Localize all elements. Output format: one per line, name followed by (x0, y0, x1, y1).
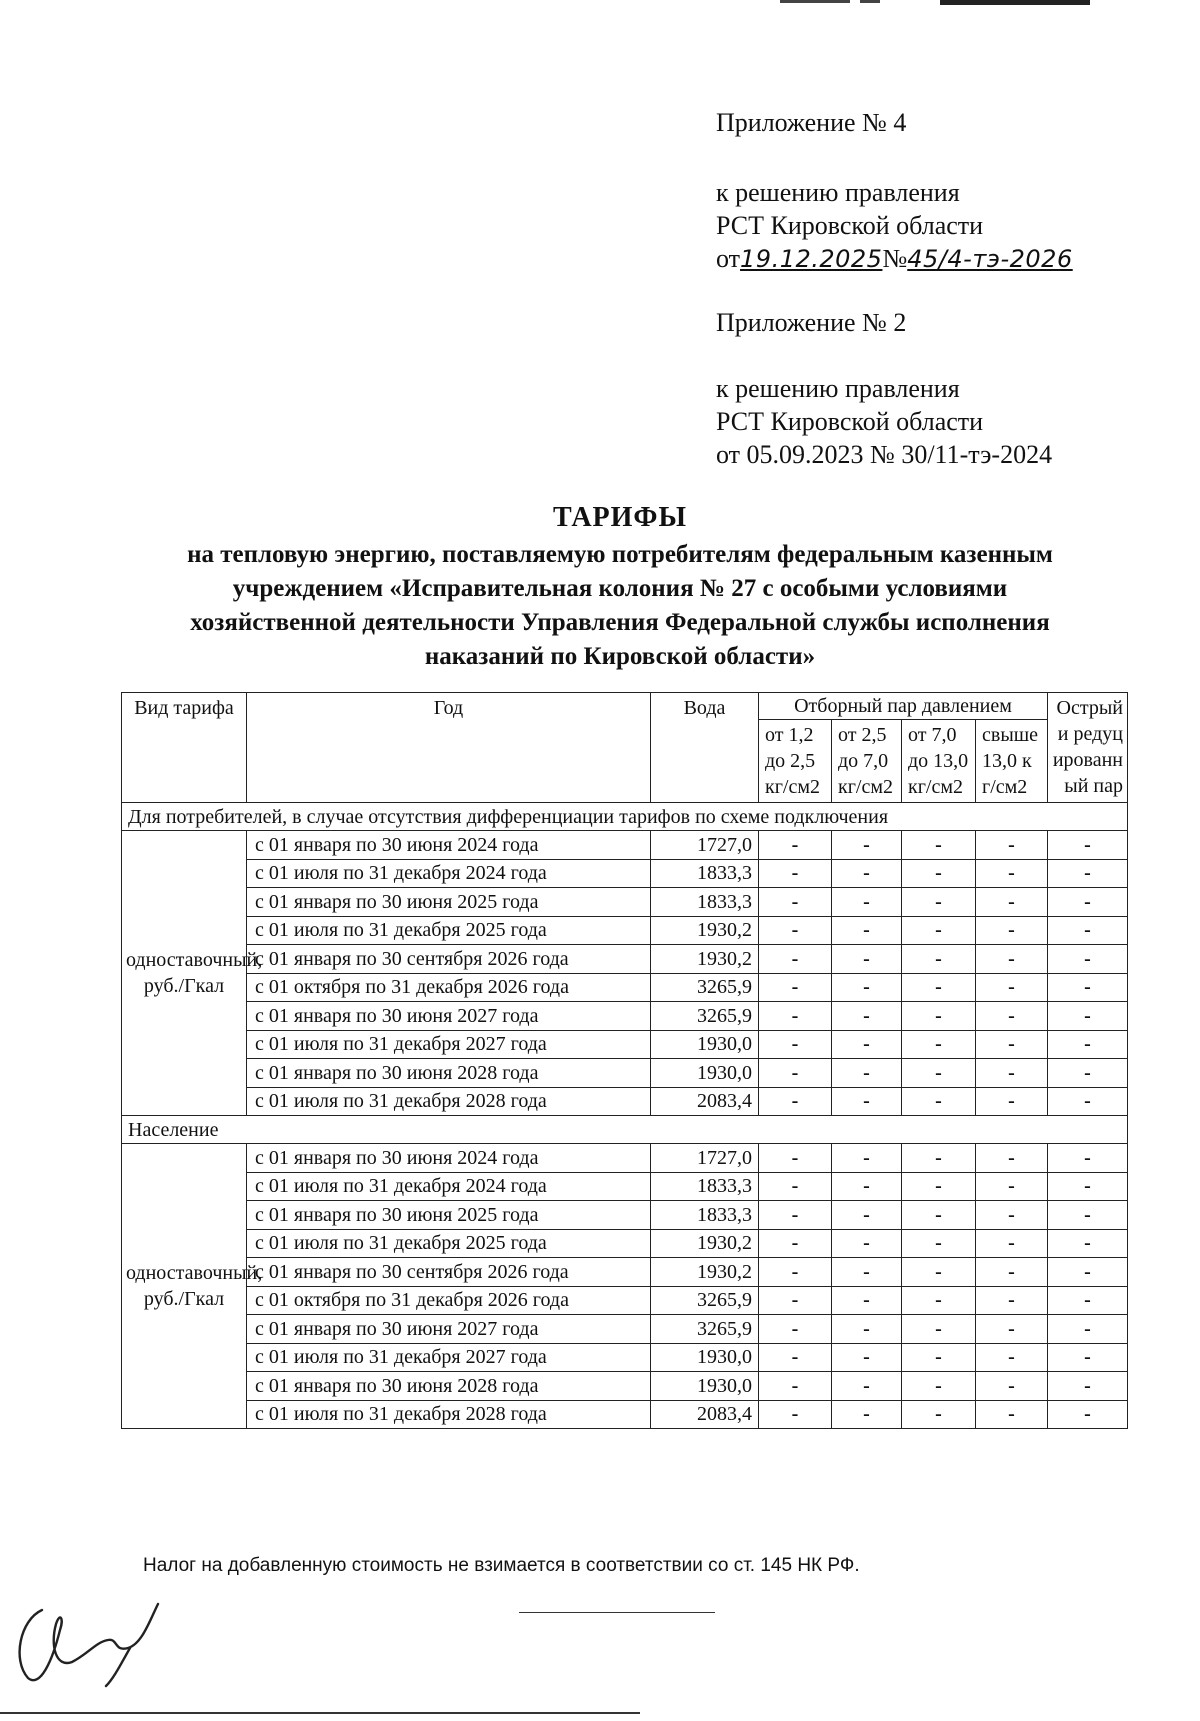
steam-4-value: - (976, 859, 1048, 888)
steam-2-value: - (832, 1343, 902, 1372)
period-cell: с 01 июля по 31 декабря 2025 года (247, 916, 651, 945)
steam-3-value: - (902, 1372, 976, 1401)
title-main: ТАРИФЫ (553, 502, 687, 533)
section-row (122, 1116, 1128, 1144)
header-steam-7-13: от 7,0 до 13,0 кг/см2 (902, 720, 976, 803)
steam-2-value: - (832, 1059, 902, 1088)
sharp-steam-value: - (1048, 1172, 1128, 1201)
steam-3-value: - (902, 1315, 976, 1344)
steam-1-value: - (759, 1144, 832, 1173)
sharp-steam-value: - (1048, 1258, 1128, 1287)
steam-1-value: - (759, 1229, 832, 1258)
steam-3-value: - (902, 1030, 976, 1059)
steam-4-value: - (976, 1400, 1048, 1429)
steam-4-value: - (976, 1144, 1048, 1173)
steam-1-value: - (759, 888, 832, 917)
steam-4-value: - (976, 1030, 1048, 1059)
steam-1-value: - (759, 1002, 832, 1031)
table-row (122, 945, 1128, 974)
steam-2-value: - (832, 1315, 902, 1344)
steam-3-value: - (902, 1002, 976, 1031)
handwritten-date: 19.12.2025 (740, 245, 883, 273)
water-value: 3265,9 (651, 1286, 759, 1315)
sharp-steam-value: - (1048, 945, 1128, 974)
steam-1-value: - (759, 973, 832, 1002)
steam-3-value: - (902, 888, 976, 917)
table-row (122, 916, 1128, 945)
appendix-4-line2: РСТ Кировской области (716, 211, 984, 240)
bottom-line (0, 1712, 640, 1714)
table-row (122, 888, 1128, 917)
period-cell: с 01 января по 30 июня 2027 года (247, 1002, 651, 1031)
tariff-kind: одноставочный, руб./Гкал (122, 1144, 247, 1429)
header-steam-over-13: свыше 13,0 кг/см2 (976, 720, 1048, 803)
steam-1-value: - (759, 1201, 832, 1230)
table-row (122, 1343, 1128, 1372)
table-row (122, 1315, 1128, 1344)
steam-4-value: - (976, 973, 1048, 1002)
tariffs-table (121, 692, 1128, 1429)
water-value: 1930,2 (651, 1258, 759, 1287)
period-cell: с 01 июля по 31 декабря 2027 года (247, 1343, 651, 1372)
period-cell: с 01 июля по 31 декабря 2025 года (247, 1229, 651, 1258)
sharp-steam-value: - (1048, 1201, 1128, 1230)
steam-2-value: - (832, 1030, 902, 1059)
tariff-kind: одноставочный, руб./Гкал (122, 831, 247, 1116)
table-row (122, 1172, 1128, 1201)
steam-2-value: - (832, 888, 902, 917)
period-cell: с 01 января по 30 июня 2024 года (247, 1144, 651, 1173)
appendix-2-line1: к решению правления (716, 374, 960, 403)
sharp-steam-value: - (1048, 1030, 1128, 1059)
appendix-4-title: Приложение № 4 (716, 108, 907, 137)
table-row (122, 831, 1128, 860)
water-value: 1930,0 (651, 1030, 759, 1059)
steam-1-value: - (759, 1258, 832, 1287)
steam-3-value: - (902, 1144, 976, 1173)
table-row (122, 1372, 1128, 1401)
appendix-4-line1: к решению правления (716, 178, 960, 207)
section-row (122, 803, 1128, 831)
steam-4-value: - (976, 1315, 1048, 1344)
steam-3-value: - (902, 1201, 976, 1230)
steam-2-value: - (832, 1286, 902, 1315)
document-title (120, 500, 1120, 674)
period-cell: с 01 июля по 31 декабря 2027 года (247, 1030, 651, 1059)
appendix-4-reference (716, 176, 1073, 276)
period-cell: с 01 января по 30 июня 2025 года (247, 1201, 651, 1230)
steam-4-value: - (976, 1002, 1048, 1031)
sharp-steam-value: - (1048, 1002, 1128, 1031)
period-cell: с 01 января по 30 июня 2024 года (247, 831, 651, 860)
steam-3-value: - (902, 1172, 976, 1201)
steam-1-value: - (759, 916, 832, 945)
water-value: 3265,9 (651, 1002, 759, 1031)
steam-1-value: - (759, 1372, 832, 1401)
steam-3-value: - (902, 1059, 976, 1088)
header-steam-group: Отборный пар давлением (759, 693, 1048, 720)
steam-1-value: - (759, 1343, 832, 1372)
appendix-2-reference (716, 372, 1052, 471)
period-cell: с 01 января по 30 июня 2027 года (247, 1315, 651, 1344)
steam-2-value: - (832, 1229, 902, 1258)
appendix-2-line2: РСТ Кировской области (716, 407, 984, 436)
steam-4-value: - (976, 1343, 1048, 1372)
water-value: 1930,0 (651, 1343, 759, 1372)
water-value: 1930,2 (651, 916, 759, 945)
steam-4-value: - (976, 1286, 1048, 1315)
steam-2-value: - (832, 1144, 902, 1173)
signature (10, 1590, 180, 1690)
steam-2-value: - (832, 831, 902, 860)
steam-1-value: - (759, 1286, 832, 1315)
water-value: 3265,9 (651, 973, 759, 1002)
steam-1-value: - (759, 859, 832, 888)
steam-4-value: - (976, 945, 1048, 974)
steam-3-value: - (902, 1087, 976, 1116)
steam-4-value: - (976, 916, 1048, 945)
table-row (122, 1144, 1128, 1173)
steam-1-value: - (759, 1315, 832, 1344)
steam-2-value: - (832, 1400, 902, 1429)
header-sharp-steam: Острый и редуцированный пар (1048, 693, 1128, 803)
period-cell: с 01 октября по 31 декабря 2026 года (247, 1286, 651, 1315)
water-value: 1930,0 (651, 1372, 759, 1401)
water-value: 1833,3 (651, 859, 759, 888)
tariffs-table-body (122, 803, 1128, 1429)
sharp-steam-value: - (1048, 1343, 1128, 1372)
end-divider (519, 1612, 715, 1613)
sharp-steam-value: - (1048, 859, 1128, 888)
steam-1-value: - (759, 1059, 832, 1088)
steam-2-value: - (832, 973, 902, 1002)
table-row (122, 1087, 1128, 1116)
water-value: 1930,2 (651, 945, 759, 974)
table-row (122, 1258, 1128, 1287)
table-row (122, 1059, 1128, 1088)
header-steam-1-2-5: от 1,2 до 2,5 кг/см2 (759, 720, 832, 803)
period-cell: с 01 января по 30 сентября 2026 года (247, 1258, 651, 1287)
sharp-steam-value: - (1048, 1315, 1128, 1344)
scan-header-marks (780, 0, 1090, 8)
steam-3-value: - (902, 916, 976, 945)
header-tariff-type: Вид тарифа (122, 693, 247, 803)
water-value: 2083,4 (651, 1087, 759, 1116)
steam-3-value: - (902, 1229, 976, 1258)
steam-4-value: - (976, 831, 1048, 860)
table-row (122, 1229, 1128, 1258)
header-year: Год (247, 693, 651, 803)
steam-1-value: - (759, 945, 832, 974)
steam-3-value: - (902, 1258, 976, 1287)
period-cell: с 01 июля по 31 декабря 2028 года (247, 1400, 651, 1429)
period-cell: с 01 июля по 31 декабря 2024 года (247, 1172, 651, 1201)
table-row (122, 973, 1128, 1002)
water-value: 1833,3 (651, 1201, 759, 1230)
steam-4-value: - (976, 1172, 1048, 1201)
table-row (122, 1030, 1128, 1059)
appendix-2-line3: от 05.09.2023 № 30/11-тэ-2024 (716, 440, 1053, 469)
appendix-2-title: Приложение № 2 (716, 308, 907, 337)
steam-4-value: - (976, 1059, 1048, 1088)
steam-4-value: - (976, 888, 1048, 917)
table-row (122, 1002, 1128, 1031)
header-water: Вода (651, 693, 759, 803)
steam-1-value: - (759, 1087, 832, 1116)
period-cell: с 01 июля по 31 декабря 2024 года (247, 859, 651, 888)
steam-2-value: - (832, 1258, 902, 1287)
steam-2-value: - (832, 1372, 902, 1401)
sharp-steam-value: - (1048, 1087, 1128, 1116)
sharp-steam-value: - (1048, 1286, 1128, 1315)
sharp-steam-value: - (1048, 888, 1128, 917)
steam-3-value: - (902, 831, 976, 860)
water-value: 1727,0 (651, 831, 759, 860)
water-value: 1930,0 (651, 1059, 759, 1088)
steam-1-value: - (759, 831, 832, 860)
table-row (122, 1400, 1128, 1429)
period-cell: с 01 января по 30 июня 2028 года (247, 1059, 651, 1088)
table-row (122, 1286, 1128, 1315)
sharp-steam-value: - (1048, 916, 1128, 945)
steam-4-value: - (976, 1372, 1048, 1401)
water-value: 3265,9 (651, 1315, 759, 1344)
steam-4-value: - (976, 1258, 1048, 1287)
steam-3-value: - (902, 1400, 976, 1429)
sharp-steam-value: - (1048, 1059, 1128, 1088)
sharp-steam-value: - (1048, 1372, 1128, 1401)
title-subtitle: на тепловую энергию, поставляемую потребителям федеральным казенным учреждением «Исправительная колония № 27 с особыми условиями хозяйственной деятельности Управления Федеральной службы исполнения наказаний по Кировской области» (187, 541, 1053, 670)
water-value: 2083,4 (651, 1400, 759, 1429)
steam-3-value: - (902, 945, 976, 974)
water-value: 1727,0 (651, 1144, 759, 1173)
handwritten-number: 45/4-тэ-2026 (907, 245, 1073, 273)
steam-2-value: - (832, 1201, 902, 1230)
water-value: 1833,3 (651, 1172, 759, 1201)
sharp-steam-value: - (1048, 831, 1128, 860)
period-cell: с 01 января по 30 сентября 2026 года (247, 945, 651, 974)
steam-2-value: - (832, 945, 902, 974)
steam-2-value: - (832, 916, 902, 945)
steam-4-value: - (976, 1229, 1048, 1258)
period-cell: с 01 октября по 31 декабря 2026 года (247, 973, 651, 1002)
sharp-steam-value: - (1048, 1400, 1128, 1429)
vat-note: Налог на добавленную стоимость не взимается в соответствии со ст. 145 НК РФ. (143, 1555, 860, 1576)
steam-3-value: - (902, 1343, 976, 1372)
steam-3-value: - (902, 859, 976, 888)
table-row (122, 859, 1128, 888)
steam-3-value: - (902, 1286, 976, 1315)
table-row (122, 1201, 1128, 1230)
steam-1-value: - (759, 1172, 832, 1201)
steam-2-value: - (832, 859, 902, 888)
sharp-steam-value: - (1048, 1144, 1128, 1173)
period-cell: с 01 января по 30 июня 2025 года (247, 888, 651, 917)
period-cell: с 01 июля по 31 декабря 2028 года (247, 1087, 651, 1116)
steam-2-value: - (832, 1002, 902, 1031)
steam-3-value: - (902, 973, 976, 1002)
water-value: 1833,3 (651, 888, 759, 917)
steam-4-value: - (976, 1201, 1048, 1230)
period-cell: с 01 января по 30 июня 2028 года (247, 1372, 651, 1401)
section-label: Для потребителей, в случае отсутствия дифференциации тарифов по схеме подключения (122, 803, 1128, 831)
steam-2-value: - (832, 1087, 902, 1116)
steam-2-value: - (832, 1172, 902, 1201)
section-label: Население (122, 1116, 1128, 1144)
steam-4-value: - (976, 1087, 1048, 1116)
sharp-steam-value: - (1048, 973, 1128, 1002)
steam-1-value: - (759, 1030, 832, 1059)
header-steam-2-5-7: от 2,5 до 7,0 кг/см2 (832, 720, 902, 803)
steam-1-value: - (759, 1400, 832, 1429)
water-value: 1930,2 (651, 1229, 759, 1258)
sharp-steam-value: - (1048, 1229, 1128, 1258)
appendix-4-date-line: от19.12.2025№45/4-тэ-2026 (716, 244, 1073, 273)
